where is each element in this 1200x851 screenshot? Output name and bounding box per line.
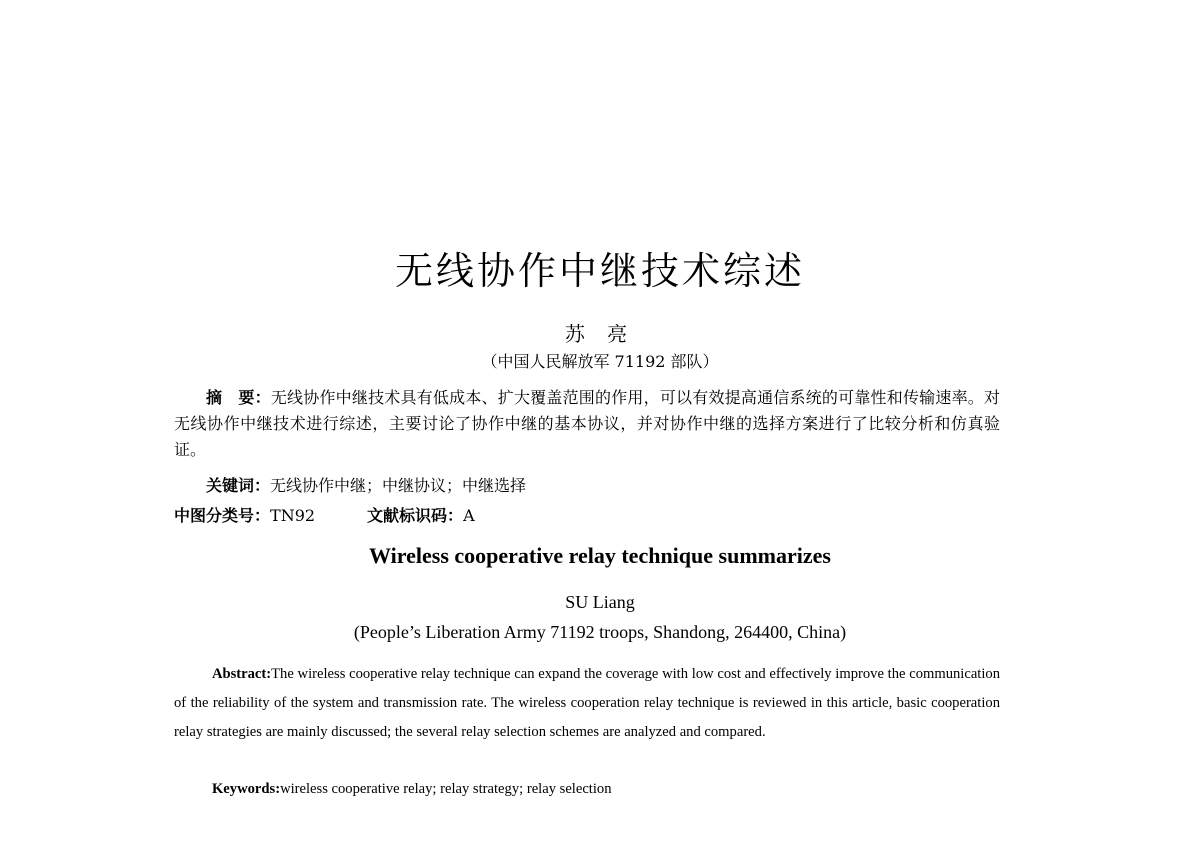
english-abstract-text: The wireless cooperative relay technique can expand the coverage with low cost and effectively improve the communication of the reliability of the system and transmission rate. The wireless cooperation relay technique is reviewed in this article, basic cooperation relay strategies are mainly discussed; the several relay selection schemes are analyzed and compared. <box>174 666 1000 740</box>
chinese-title: 无线协作中继技术综述 <box>394 249 805 293</box>
chinese-abstract-label: 摘 要： <box>206 388 271 407</box>
chinese-affiliation: （中国人民解放军 71192 部队） <box>481 352 719 371</box>
doc-code-value: A <box>463 506 475 525</box>
english-abstract-label: Abstract: <box>211 666 272 682</box>
english-keywords <box>174 778 1000 800</box>
clc-label: 中图分类号： <box>174 506 271 525</box>
english-author: SU Liang <box>565 592 635 612</box>
clc-value: TN92 <box>270 506 316 525</box>
chinese-keywords <box>174 475 1000 497</box>
english-abstract <box>174 660 1000 747</box>
english-title: Wireless cooperative relay technique summarizes <box>369 543 831 568</box>
english-keywords-text: wireless cooperative relay; relay strategy; relay selection <box>280 781 612 797</box>
english-keywords-label: Keywords: <box>211 781 281 797</box>
chinese-author: 苏 亮 <box>564 322 636 346</box>
chinese-keywords-text: 无线协作中继；中继协议；中继选择 <box>270 476 527 495</box>
chinese-keywords-label: 关键词： <box>206 476 271 495</box>
doc-code-label: 文献标识码： <box>367 506 464 525</box>
classification-line <box>174 505 1000 527</box>
chinese-abstract <box>174 385 1000 463</box>
chinese-abstract-text: 无线协作中继技术具有低成本、扩大覆盖范围的作用，可以有效提高通信系统的可靠性和传输速率。对无线协作中继技术进行综述，主要讨论了协作中继的基本协议，并对协作中继的选择方案进行了比较分析和仿真验证。 <box>174 388 1000 459</box>
english-affiliation: (People’s Liberation Army 71192 troops, Shandong, 264400, China) <box>353 622 847 642</box>
